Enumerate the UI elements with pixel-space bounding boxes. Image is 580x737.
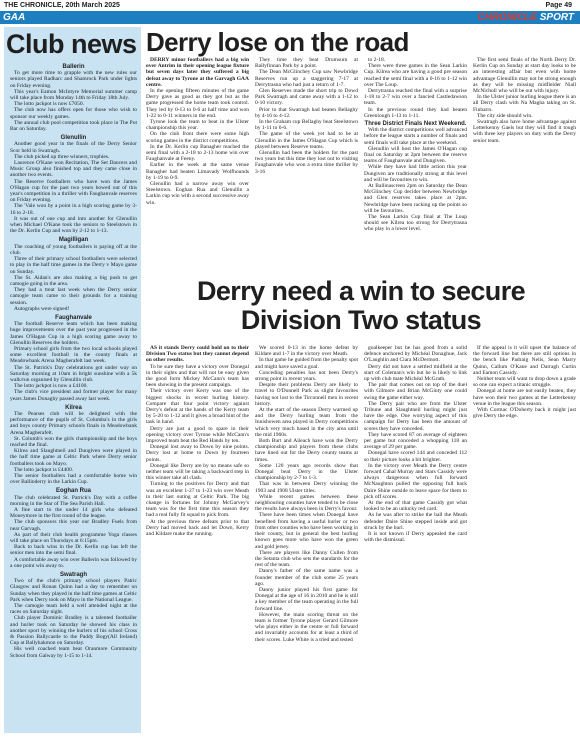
- club-paragraph: The Reserve footballers who have won the James O'Hagan cup for the past two years bowed out of this year's competition in a thriller with Faughanvale reserves on Friday evening.: [10, 178, 137, 204]
- body-paragraph: The city side should win.: [477, 112, 533, 119]
- story1-column: [473, 57, 576, 270]
- body-paragraph: With Cormac O'Doherty back it might just give Derry the edge.: [473, 407, 576, 420]
- body-paragraph: If the appeal is it will upset the balance of the forward line but there are still options in the bench like Padraig Nelis, Sean Marry Quinn, Callum O'Kane and Darragh Curtin and Eamon Cassidy.: [473, 345, 576, 376]
- body-paragraph: In the previous round they had beaten Greenlough 1-13 to 1-11.: [364, 106, 467, 119]
- body-paragraph: The Derry pair who are from the Ulster Tribune and Slaughtneil hurling might just have the edge. One worrying aspect of this campaign for Derry has been the amount of scores they have conceded.: [364, 400, 467, 432]
- body-paragraph: In that game he guided from the penalty spot and might have saved a goal.: [255, 357, 358, 370]
- body-paragraph: At the start of the season Derry warmed up and the Derry hurling team from the Innishowen area played in Derry competitions which very much based in the city area until the mid 1960s.: [255, 407, 358, 438]
- body-paragraph: They have scored 87 on average of eighteen per game but conceded a whopping 118 an average of 29 per game.: [364, 431, 467, 451]
- story1-body: [146, 57, 576, 270]
- body-paragraph: In the opening fifteen minutes of the game Derry gave as good as they got but as the game progressed the home team took control. They led by 0-13 to 0-6 at half time and won 1-22 to 0-11 winners in the end.: [146, 88, 249, 119]
- club-heading: Kilrea: [65, 404, 82, 411]
- body-paragraph: Glen Reserves made the short trip to Dowd Park Swatragh and came away with a 1-12 to 0-10 victory.: [255, 88, 358, 107]
- club-paragraph: Club player Dominic Bradley is a talented footballer and hurler took on Saturday he showed his class in another sport by winning the hurlers of his school Cross & Passion Ballycastle to the Paddy Bogy(All Ireland) Cup at Ballyhakmon on Saturday.: [10, 615, 137, 647]
- body-paragraph: There are players like Danny Cullen from the Setanta club who sets the standards for the rest of the team.: [255, 549, 358, 569]
- body-paragraph: Glenullin had a narrow away win over Steelstown. Eoghan Rua and Glenullin a Larkin cup win with a second successive away win.: [146, 181, 249, 206]
- club-paragraph: The Pearses club will be delighted with the performance of the pupils of St. Columba's in the girls and boys county Primary schools finals in Meadowbank Arena Magherafelt.: [10, 410, 137, 436]
- body-paragraph: In the victory over Meath the Derry centre forward Cahal Murray and Stars Cassidy were always dangerous when full forward McNaughton pulled the opposing full back Daire Shine outside to leave space for them to pick off scores.: [364, 462, 467, 500]
- club-paragraph: The club picked up three winners, trophies.: [14, 153, 110, 160]
- body-paragraph: At the previous three defeats prior to that Derry had moved back and let Down, Kerry and Kildare make the running.: [146, 518, 249, 538]
- body-paragraph: On the club front there were some high scoring games in the district competitions.: [146, 131, 249, 144]
- body-paragraph: The Dean McGlinchey Cup saw Newbridge Reserves run up a staggering 7-17 at Derrytrasna who had just a return of 1-7.: [255, 69, 358, 88]
- section-label-a: CHRONICLE: [477, 12, 537, 23]
- club-paragraph: It was out of one cup and into another for Glenullin when Michael O'Kane took the seniors to Steelstown in the Dr. Kerlin Cup and won by 2-12 to 1-13.: [10, 215, 137, 235]
- club-paragraph: A comfortable away win over Ballerin was followed by a one point win away to.: [10, 556, 137, 569]
- lead-paragraph: AS it stands Derry could hold on to their Division Two status but they cannot depend on other results.: [146, 345, 249, 364]
- club-heading: Swatragh: [59, 572, 87, 579]
- club-paragraph: The senior footballers had a comfortable home win over Ballinderry in the Larkin Cup.: [10, 473, 137, 486]
- club-paragraph: St. Columb's won the girls championship and the boys reached the final.: [10, 435, 137, 448]
- sidebar-column: [4, 64, 141, 659]
- body-paragraph: Their victory over Kerry was one of the biggest shocks in recent hurling history. Compare that four point victory against Derry's defeat at the hands of the Kerry team by 5-20 to 1-12 and it gives a broad hint of the task in hand.: [146, 388, 249, 426]
- club-paragraph: The club now has offers open for those who wish to sponsor our weekly games.: [10, 107, 137, 120]
- club-heading: Eoghan Rua: [55, 488, 91, 495]
- section-label-b: SPORT: [536, 12, 574, 23]
- club-paragraph: The St. Patrick's Day celebrations got under way on Saturday morning at 10am in bright sunshine with a 5k walk/run organised by Glenullin club.: [10, 364, 137, 383]
- club-heading: Ballerin: [62, 64, 85, 70]
- body-paragraph: Tyrone look the team to beat in the Ulster championship this year.: [146, 119, 249, 132]
- club-paragraph: Two of the club's primary school players Patric Glasgow and Ronan Quinn had a day to remember on Sunday when they played in the half time games at Celtic Park when Derry took on Mayo in the National League.: [10, 578, 137, 603]
- club-paragraph: The lotto jackpot is now £7050.: [14, 101, 84, 108]
- body-paragraph: Donegal lost away to Down by nine points. Derry lost at home to Down by fourteen points.: [146, 444, 249, 463]
- body-paragraph: The pair that comes out on top of the duel with Gilmore and Brian McGinty one could swing the game either way.: [364, 382, 467, 401]
- story2-column: [255, 345, 358, 735]
- body-paragraph: It is not known if Derry appealed the card with the dismissal.: [364, 531, 467, 544]
- club-paragraph: The club celebrated St. Patrick's Day with a coffee morning in the Star of The Sea Parish Hall.: [10, 494, 137, 507]
- story2-column: [364, 345, 467, 735]
- club-heading: Magilligan: [58, 237, 89, 244]
- club-paragraph: The lotto jackpot is £4400.: [14, 466, 74, 473]
- body-paragraph: While they have had little action this year Dungiven are traditionally strong at this level and will be favourites to win.: [364, 164, 467, 183]
- body-paragraph: Conceding penalties has not been Derry's strong point in recent years.: [255, 369, 358, 383]
- story1-column: [255, 57, 358, 270]
- club-paragraph: The club's vice president and former player for many years James Donaghy passed away last week.: [10, 389, 137, 402]
- body-paragraph: Donegal like Derry are by no means safe so neither team will be taking a backward step in this winner take all clash.: [146, 462, 249, 482]
- subheading: Three District Finals Next Weekend.: [364, 121, 467, 128]
- body-paragraph: Danny's father of the same name was a founder member of the club some 25 years ago.: [255, 568, 358, 587]
- club-paragraph: The St. Aidan's are also making a big push to get camogie going in the area.: [10, 274, 137, 287]
- story2-headline: Derry need a win to secure Division Two status: [196, 276, 526, 335]
- body-paragraph: goalkeeper but he has good from a solid defence anchored by Michéal Donaghue, Jack O'Laughlin and Ciara McDermott.: [364, 345, 467, 364]
- story1-column: [146, 57, 249, 270]
- club-paragraph: The lotto jackpot is now a £4100.: [14, 383, 88, 390]
- body-paragraph: Turning to the positives for Derry and that was an excellent 1-27 to 1-23 win over Meath in their last outing at Celtic Park. The big change in fortunes for Johnny McGarvey's team was for the first time this season they had a real fully fit squad to pick from.: [146, 481, 249, 519]
- main-stories: [146, 27, 576, 643]
- body-paragraph: Neither team will want to drop down a grade so one can expect a titanic struggle.: [473, 376, 576, 389]
- body-paragraph: To be sure they have a victory over Donegal in their sights and that will not be easy given the good form Mickey McCann's team has been showing in the present campaign.: [146, 363, 249, 389]
- body-paragraph: They time they beat Drumsurn at Ballyfinnan Park by a point.: [255, 57, 358, 70]
- body-paragraph: Donegal have scored 144 and conceded 112 so their picture looks a bit brighter.: [364, 450, 467, 463]
- club-paragraph: Another good year in the finals of the Derry Senior Scor held in Swatragh.: [10, 141, 137, 154]
- club-paragraph: Back to back wins in the Dr. Kerlin cup has left the senior men into the semi final.: [10, 544, 137, 557]
- club-paragraph: They had a treat last week when the Derry senior camogie team came to their grounds for a training session.: [10, 287, 137, 306]
- club-paragraph: The camogie team held a well attended night at the races on Saturday night.: [10, 603, 137, 616]
- body-paragraph: As he was after to strike the ball the Meath defender Daire Shine stepped inside and got struck by the hurl.: [364, 512, 467, 531]
- club-paragraph: His well coached team beat Oranmore Community School from Galway by 1-15 to 1-14.: [10, 646, 137, 659]
- sidebar-title: Club news: [6, 29, 137, 59]
- body-paragraph: Derrytrasna reached the final with a surprise 1-18 to 2-7 win over a fancied Castledawson team.: [364, 88, 467, 107]
- club-paragraph: Three of their primary school footballers were selected to play in the half time games in the Derry v Mayo game on Sunday.: [10, 256, 137, 275]
- body-paragraph: The game of the week yet had to be at Glenullin in the James O'Hagan Cup which is played between Reserve teams.: [255, 131, 358, 150]
- club-paragraph: Primary school girls from the two local schools played some excellent football in the county finals at Meadowbank Arena Magherafelt last week.: [10, 345, 137, 365]
- club-paragraph: The coaching of young footballers is paying off at the club.: [10, 243, 137, 256]
- body-paragraph: Earlier in the week at the same venue Banagher had beaten Limavady Wolfhounds by 1-19 to 0-9.: [146, 162, 249, 181]
- section-label: [478, 11, 575, 24]
- club-paragraph: A fine start to the under 14 girls who defeated Moneymore in the first round of the league.: [10, 507, 137, 520]
- story1-column: [364, 57, 467, 270]
- club-paragraph: The 'Vale won by a point in a high scoring game by 3-16 to 2-18.: [10, 203, 137, 216]
- body-paragraph: Derry are just a good to spare in their opening victory over Tyrone while McCann's improved team beat the Red Hands by ten.: [146, 425, 249, 445]
- body-paragraph: At Ballinascreen 2pm on Saturday the Dean McGlinchey Cup decider between Newbridge and Glen reserves takes place at 2pm. Newbridge have been racking up the points so will be favourites.: [364, 183, 467, 214]
- body-paragraph: The Sean Larkin Cup final at The Loup should see Kilrea too strong for Derrytrasna who play in a lower level.: [364, 214, 467, 233]
- body-paragraph: Glenullin will host the James O'Hagan cup final on Saturday at 2pm between the reserve teams of Faughanvale and Dungiven.: [364, 145, 467, 165]
- section-banner: [0, 11, 580, 24]
- club-paragraph: Autographs were signed!: [14, 305, 70, 312]
- gaa-label: GAA: [3, 12, 26, 23]
- body-paragraph: Prior to that Swatragh had beaten Bellaghy by 4-16 to 4-12.: [255, 106, 358, 119]
- club-paragraph: This year's Eamon McIntyre Memorial summer camp will take place from Monday 14th to Friday 18th July.: [10, 88, 137, 102]
- body-paragraph: We scored 0-13 in the home defeat by Kildare and 1-7 in the victory over Meath.: [255, 345, 358, 358]
- body-paragraph: At the end of that game Cassidy got what looked to be an unlucky red card.: [364, 500, 467, 513]
- club-paragraph: The football Reserve team which has been making huge improvements over the past year progressed in the James O'Hagan Cup in a high scoring game away to Glenullin Reserves the holders.: [10, 321, 137, 346]
- body-paragraph: There were three games in the Sean Larkin Cup. Kilrea who are having a good pre season reached the semi final with a 0-16 to 1-12 win over The Loup.: [364, 63, 467, 88]
- club-news-sidebar: [4, 27, 141, 733]
- story1-headline: Derry lose on the road: [146, 27, 409, 57]
- body-paragraph: Swatragh also have home advantage against Letterkenny Gaels but they will find it tough with three key players on duty with the Derry senior team.: [473, 119, 576, 144]
- body-paragraph: While recent games between these neighbouring counties have tended to be close the results have always been in Derry's favour.: [255, 493, 358, 513]
- club-paragraph: To get more time to grapple with the new rules our seniors played Radharc and Shamrock Park under lights on Friday evening.: [10, 70, 137, 89]
- body-paragraph: Donegal at home are not easily beaten, they have won their two games at the Letterkenny venue in the league this season.: [473, 388, 576, 407]
- body-paragraph: However, the main scoring threat on the team is former Tyrone player Gerard Gilmore who plays either in the centre or full forward and invariably accounts for at least a third of their scores. Luke White is a tried and tested: [255, 611, 358, 643]
- story2-column: [146, 345, 249, 735]
- body-paragraph: In the Ulster junior hurling league there is an all Derry clash with Na Magha taking on St. Finbarrs.: [473, 94, 576, 113]
- body-paragraph: The first semi finals of the North Derry Dr. Kerlin Cup on Sunday at start day looks to be an interesting affair but even with home advantage Glenullin may not be strong enough as they will be missing midfielder Niall McNicholl who will be out with injury.: [473, 57, 576, 95]
- club-paragraph: As part of their club health programme Yoga classes will take place on Thursdays at 6:15pm.: [10, 531, 137, 545]
- body-paragraph: In the Dr. Kerlin cup Banagher reached the semi final with a 2-18 to 2-13 home win over Faughanvale at Feeny.: [146, 143, 249, 163]
- club-paragraph: Laurence O'Kane won Recitation, The Set Dancers and Music Group also finished top and they came close in another two events.: [10, 160, 137, 179]
- club-paragraph: Kilrea and Slaughtneil and Dungiven were played in the half time game at Celtic Park where Derry senior footballers took on Mayo.: [10, 448, 137, 467]
- body-paragraph: In the Graham cup Bellaghy beat Steelstown by 1-11 to 0-6.: [255, 119, 358, 132]
- page-number: Page 49: [545, 2, 572, 9]
- body-paragraph: With the district competitions well advanced before the league starts a number of finals and semi finals will take place at the weekend.: [364, 127, 467, 146]
- body-paragraph: Derry did not have a settled midfield at the start of Coleman's win but he is likely to link up with club mate Michéal McGrath.: [364, 363, 467, 383]
- story2-body: [146, 345, 576, 735]
- date-line: THE CHRONICLE, 20th March 2025: [4, 2, 120, 9]
- body-paragraph: Glenullin had been the holders for the past two years but this time they lost out to visiting Faughanvale who won a extra time thriller by 3-16: [255, 150, 358, 175]
- body-paragraph: Despite their problems Derry are likely to travel to O'Donnell Park as slight favourites having not lost to the Tirconnell men in recent history.: [255, 382, 358, 407]
- body-paragraph: Danny junior played his first game for Donegal at the age of 16 in 2010 and he is still a key member of the team operating in the full forward line.: [255, 586, 358, 612]
- body-paragraph: Both Burt and Aileach have won the Derry championship and players from these clubs have lined out for the Derry county teams at times.: [255, 438, 358, 463]
- club-paragraph: The annual club pool competition took place in The Pot Bar on Saturday.: [10, 119, 137, 133]
- body-paragraph: There have been times when Donegal have benefited from having a useful hurler or two from other counties who have been working in their county, but in general the best hurling known goes more who have won the green and gold jersey.: [255, 512, 358, 550]
- club-heading: Faughanvale: [55, 314, 92, 321]
- body-paragraph: to 2-18.: [368, 57, 386, 63]
- body-paragraph: That was in between Derry winning the 1903 and 1908 Ulster titles.: [255, 481, 358, 494]
- page-header: [0, 0, 580, 11]
- body-paragraph: Some 120 years ago records show that Donegal beat Derry in the Ulster championship by 2-7 to 1-3.: [255, 462, 358, 482]
- story2-column: [473, 345, 576, 735]
- club-paragraph: The club sponsors this year our Bradley Fuels from near Garvagh.: [10, 519, 137, 532]
- club-heading: Glenullin: [60, 135, 87, 142]
- lead-paragraph: DERRY minor footballers had a big win over Antrim in their opening league fixture but seven days later they suffered a big defeat away to Tyrone at the Garvagh GAA centre.: [146, 57, 249, 88]
